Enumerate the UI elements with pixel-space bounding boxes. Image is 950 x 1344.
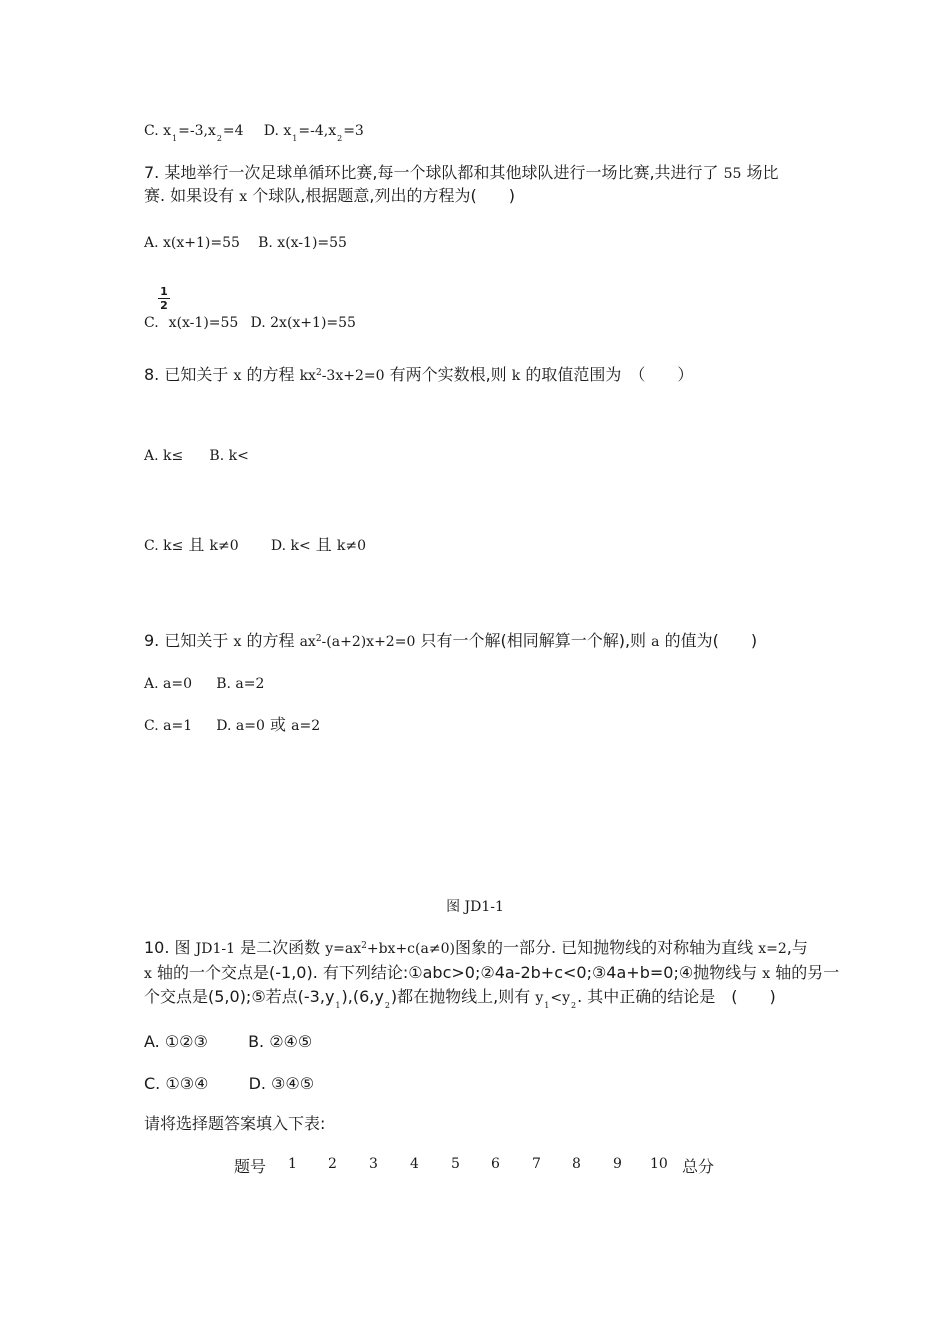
q7-stem-line2: 赛. 如果设有 x 个球队,根据题意,列出的方程为( ) bbox=[144, 186, 515, 205]
q8-option-c: C. k≤ 且 k≠0 bbox=[144, 535, 239, 554]
figure-caption: 图 JD1-1 bbox=[446, 899, 504, 915]
table-col-7: 7 bbox=[532, 1156, 541, 1172]
one-half-fraction: 1 2 bbox=[158, 286, 170, 311]
q7-option-d: D. 2x(x+1)=55 bbox=[250, 315, 356, 331]
q8-option-a: A. k≤ bbox=[144, 448, 184, 464]
answer-prompt: 请将选择题答案填入下表: bbox=[144, 1114, 326, 1133]
table-col-2: 2 bbox=[328, 1156, 337, 1172]
q7-option-b: B. x(x-1)=55 bbox=[258, 235, 347, 251]
q9-option-a: A. a=0 bbox=[144, 676, 192, 692]
q7-options-cd bbox=[144, 312, 356, 333]
q9-stem: 9. 已知关于 x 的方程 $ax^2-(a+2)x+2=0$ 只有一个解(相同解算一个解),则 a 的值为( ) bbox=[144, 631, 758, 650]
q10-options-ab bbox=[144, 1032, 312, 1052]
table-col-10: 10 bbox=[650, 1156, 668, 1172]
q8-stem: 8. 已知关于 x 的方程 $kx^2-3x+2=0$ 有两个实数根,则 k 的取值范围为 （ ） bbox=[144, 365, 694, 384]
table-total-label: 总分 bbox=[682, 1157, 715, 1176]
q7-option-c: x(x-1)=55 bbox=[168, 315, 239, 331]
q10-option-d: D. ③④⑤ bbox=[248, 1074, 315, 1093]
table-col-3: 3 bbox=[369, 1156, 378, 1172]
table-col-5: 5 bbox=[451, 1156, 460, 1172]
q7-option-a: A. x(x+1)=55 bbox=[144, 235, 240, 251]
table-col-8: 8 bbox=[572, 1156, 581, 1172]
q6-options-cd bbox=[144, 120, 364, 143]
q10-option-a: A. ①②③ bbox=[144, 1032, 208, 1051]
table-col-1: 1 bbox=[288, 1156, 297, 1172]
q9-option-b: B. a=2 bbox=[216, 676, 265, 692]
q9-options-ab bbox=[144, 673, 264, 694]
table-header-label: 题号 bbox=[234, 1157, 267, 1176]
q8-options-cd bbox=[144, 535, 366, 556]
q6-option-d: D. $x_1=-4,x_2=3$ bbox=[263, 123, 364, 143]
table-col-6: 6 bbox=[491, 1156, 500, 1172]
q6-option-c: C. $x_1=-3,x_2=4$ bbox=[144, 123, 244, 143]
q9-option-c: C. a=1 bbox=[144, 718, 193, 734]
q10-stem-line2: x 轴的一个交点是(-1,0). 有下列结论:①abc>0;②4a-2b+c<0;③4a+b=0;④抛物线与 x 轴的另一 bbox=[144, 963, 840, 982]
q10-stem-line3: 个交点是(5,0);⑤若点$(-3,y_1),(6,y_2)$都在抛物线上,则有 $y_1<y_2$. 其中正确的结论是 ( ) bbox=[144, 987, 776, 1010]
q9-options-cd bbox=[144, 715, 320, 736]
table-col-4: 4 bbox=[410, 1156, 419, 1172]
q8-options-ab bbox=[144, 445, 249, 466]
q9-option-d: D. a=0 或 a=2 bbox=[216, 715, 321, 734]
q10-stem-line1: 10. 图 JD1-1 是二次函数 $y=ax^2+bx+c(a\ne 0)$图象的一部分. 已知抛物线的对称轴为直线 x=2,与 bbox=[144, 938, 808, 957]
q8-option-d: D. k< 且 k≠0 bbox=[270, 535, 367, 554]
q10-options-cd bbox=[144, 1074, 314, 1094]
table-col-9: 9 bbox=[613, 1156, 622, 1172]
q10-option-b: B. ②④⑤ bbox=[248, 1032, 313, 1051]
q7-options-ab bbox=[144, 232, 347, 253]
q10-option-c: C. ①③④ bbox=[144, 1074, 209, 1093]
q7-stem-line1: 7. 某地举行一次足球单循环比赛,每一个球队都和其他球队进行一场比赛,共进行了 55 场比 bbox=[144, 163, 779, 182]
q8-option-b: B. k< bbox=[209, 448, 249, 464]
q7-option-c-prefix: C. bbox=[144, 315, 159, 331]
